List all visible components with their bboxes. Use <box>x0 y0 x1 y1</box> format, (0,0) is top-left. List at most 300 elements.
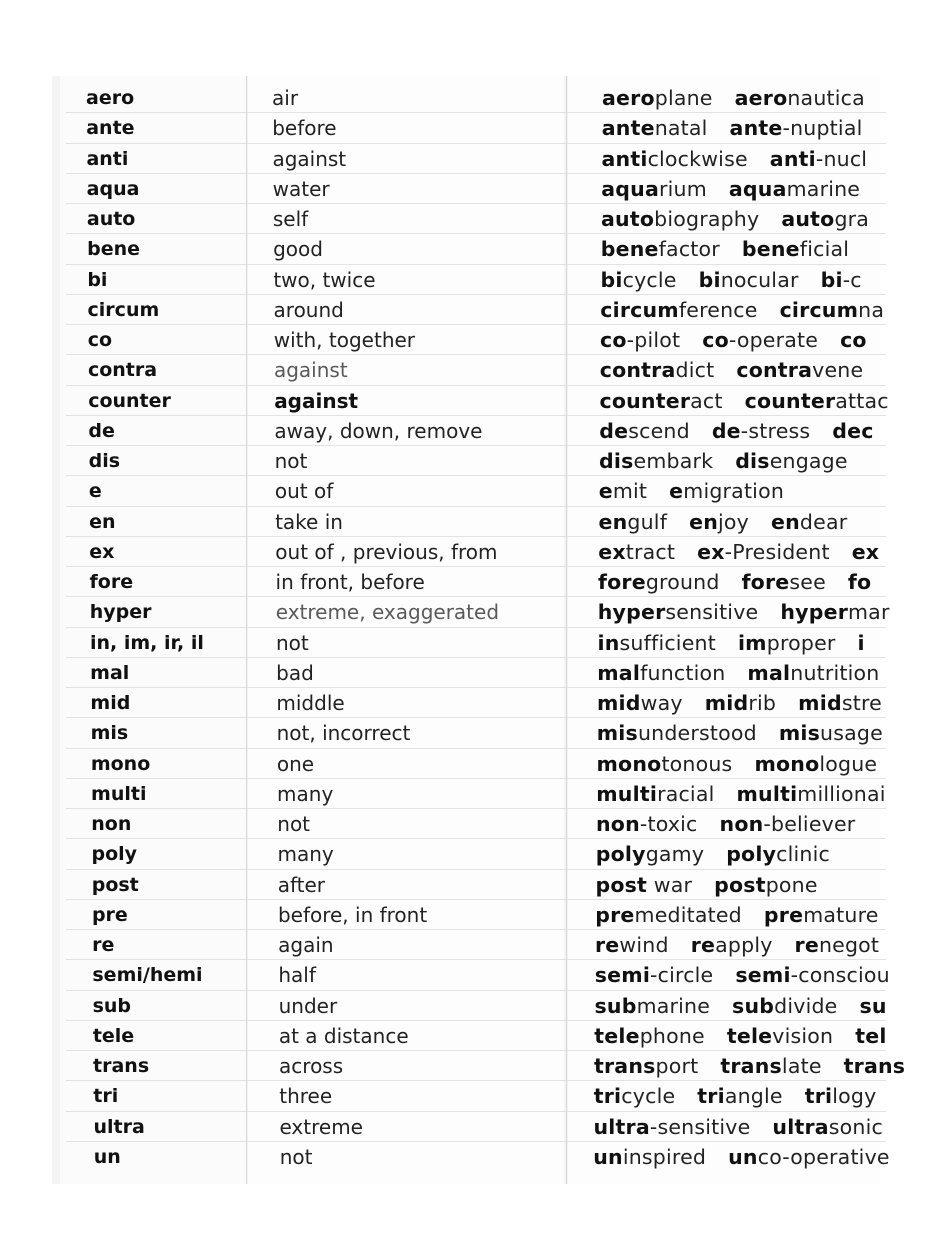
example-rest: nutrition <box>790 660 880 685</box>
example-word <box>594 1054 698 1078</box>
table-row <box>52 900 880 930</box>
example-word <box>596 812 698 836</box>
example-prefix: mid <box>704 691 749 715</box>
example-word <box>720 812 856 836</box>
meaning-cell: two, twice <box>273 267 376 292</box>
table-row <box>52 991 887 1021</box>
meaning-cell: extreme, exaggerated <box>275 600 500 625</box>
example-word <box>720 1054 821 1078</box>
prefix-cell: circum <box>87 298 160 321</box>
example-rest: attac <box>835 388 889 413</box>
example-rest: na <box>858 297 885 322</box>
examples-cell <box>601 204 891 234</box>
example-prefix: trans <box>843 1054 906 1078</box>
examples-cell <box>598 567 893 597</box>
row-divider <box>66 959 886 960</box>
row-divider <box>66 1020 886 1021</box>
prefix-cell: dis <box>88 450 121 472</box>
table-row <box>52 355 880 385</box>
example-prefix: semi <box>735 963 791 988</box>
example-prefix: contra <box>599 358 676 383</box>
example-rest: nautica <box>787 86 865 110</box>
example-word <box>600 328 680 352</box>
row-divider <box>66 233 886 234</box>
example-prefix: poly <box>595 842 646 867</box>
examples-cell <box>594 1081 899 1111</box>
example-word <box>597 752 733 776</box>
example-prefix: fore <box>741 570 790 594</box>
example-rest: dear <box>799 509 848 534</box>
examples-cell <box>600 386 911 416</box>
example-prefix: pre <box>763 902 804 927</box>
example-rest: gamy <box>645 842 705 867</box>
example-prefix: poly <box>726 842 777 867</box>
example-word <box>593 1145 706 1169</box>
row-divider <box>66 717 886 718</box>
example-word <box>738 631 836 655</box>
example-rest: -nuptial <box>782 116 863 141</box>
prefix-cell: un <box>93 1145 121 1168</box>
example-rest: sufficient <box>619 630 716 655</box>
example-rest: migration <box>683 479 785 504</box>
example-prefix: circum <box>600 297 679 322</box>
example-rest: mit <box>612 479 648 504</box>
example-prefix: mis <box>778 721 821 746</box>
example-word <box>595 903 742 927</box>
prefix-cell: counter <box>88 389 171 412</box>
example-prefix: post <box>595 872 648 897</box>
row-divider <box>66 899 886 900</box>
table-row <box>52 446 880 476</box>
example-word <box>779 721 883 745</box>
examples-cell <box>602 144 890 174</box>
example-rest: rium <box>659 176 707 201</box>
example-prefix: circum <box>779 297 859 322</box>
example-rest: -stress <box>740 418 811 443</box>
example-rest: gra <box>834 207 870 231</box>
example-word <box>735 449 848 473</box>
prefix-cell: poly <box>91 843 138 866</box>
example-word <box>691 933 773 957</box>
example-prefix: co <box>840 328 867 352</box>
row-divider <box>66 1050 886 1051</box>
table-row <box>52 234 880 264</box>
example-rest: pone <box>765 872 818 897</box>
example-prefix: trans <box>720 1054 782 1078</box>
example-word <box>736 782 885 806</box>
table-row <box>52 718 883 748</box>
example-rest: co-operative <box>757 1144 890 1169</box>
table-row <box>52 658 880 688</box>
example-prefix: e <box>669 479 684 504</box>
meaning-cell: bad <box>276 660 314 685</box>
example-rest: -operate <box>728 328 819 352</box>
row-divider <box>66 1080 886 1081</box>
example-word <box>771 510 847 534</box>
example-word <box>669 479 784 503</box>
meaning-cell: out of , previous, from <box>275 539 498 564</box>
row-divider <box>66 778 886 779</box>
table-row <box>52 295 885 325</box>
table-row <box>52 960 890 990</box>
examples-cell <box>594 1051 927 1081</box>
example-prefix: un <box>728 1144 758 1169</box>
example-rest: apply <box>715 933 773 957</box>
row-divider <box>66 143 886 144</box>
row-divider <box>66 929 886 930</box>
example-rest: inspired <box>622 1144 707 1169</box>
example-rest: engage <box>769 449 848 473</box>
example-prefix: su <box>859 993 887 1018</box>
examples-cell <box>601 174 882 204</box>
prefix-cell: semi/hemi <box>92 964 203 987</box>
table-row <box>52 628 880 658</box>
example-word <box>770 147 867 171</box>
example-word <box>714 873 818 897</box>
example-word <box>795 933 880 957</box>
example-word <box>598 570 720 594</box>
example-rest: wind <box>619 933 669 957</box>
example-word <box>754 752 877 776</box>
example-prefix: contra <box>736 358 813 383</box>
example-rest: -nucl <box>815 146 868 171</box>
table-row <box>52 386 889 416</box>
examples-cell <box>597 688 904 718</box>
example-prefix: non <box>719 812 764 836</box>
prefix-cell: bene <box>87 238 140 261</box>
table-row <box>52 597 890 627</box>
example-word <box>844 1054 906 1078</box>
example-word <box>599 479 647 503</box>
row-divider <box>66 687 886 688</box>
example-word <box>780 298 885 322</box>
examples-cell <box>597 749 900 779</box>
examples-cell <box>598 537 901 567</box>
example-word <box>712 419 810 443</box>
meaning-cell: across <box>279 1054 344 1078</box>
example-rest: scend <box>628 418 690 443</box>
example-rest: cycle <box>621 1084 676 1109</box>
examples-cell <box>596 779 907 809</box>
example-word <box>600 298 757 322</box>
example-prefix: mal <box>597 660 641 685</box>
example-prefix: re <box>595 933 620 957</box>
example-word <box>598 631 716 655</box>
example-word <box>597 721 757 745</box>
row-divider <box>66 294 886 295</box>
prefix-table <box>52 76 906 1184</box>
example-prefix: dec <box>832 418 874 443</box>
table-rows <box>52 76 906 1184</box>
example-prefix: hyper <box>780 600 849 625</box>
example-word <box>599 510 668 534</box>
example-word <box>832 419 873 443</box>
meaning-cell: before <box>272 116 337 141</box>
meaning-cell: against <box>272 146 347 171</box>
example-word <box>599 419 690 443</box>
prefix-cell: mal <box>90 661 130 684</box>
meaning-cell: at a distance <box>278 1023 409 1048</box>
table-row <box>52 265 880 295</box>
example-word <box>745 389 889 413</box>
row-divider <box>66 324 886 325</box>
row-divider <box>66 566 886 567</box>
example-prefix: anti <box>601 146 648 171</box>
prefix-cell: fore <box>89 571 134 593</box>
example-prefix: re <box>690 933 716 957</box>
row-divider <box>66 808 886 809</box>
prefix-cell: aqua <box>86 177 140 200</box>
example-word <box>702 328 818 352</box>
row-divider <box>66 173 886 174</box>
example-rest: see <box>789 570 826 594</box>
example-rest: millionai <box>797 781 886 806</box>
example-prefix: co <box>702 328 729 352</box>
example-prefix: fore <box>598 570 646 594</box>
example-prefix: de <box>711 418 741 443</box>
prefix-cell: aero <box>86 87 135 109</box>
prefix-cell: contra <box>87 359 158 382</box>
example-prefix: aero <box>734 86 788 110</box>
meaning-cell: in front, before <box>275 570 425 594</box>
example-word <box>764 903 879 927</box>
example-word <box>596 873 693 897</box>
example-rest: war <box>647 872 693 897</box>
example-prefix: en <box>598 509 628 534</box>
example-word <box>597 661 725 685</box>
example-word <box>732 994 837 1018</box>
example-rest: rib <box>748 691 777 715</box>
example-word <box>858 631 865 655</box>
example-prefix: tri <box>697 1084 725 1109</box>
example-rest: racial <box>657 781 715 806</box>
example-prefix: multi <box>596 781 658 806</box>
row-divider <box>66 264 886 265</box>
example-word <box>840 328 867 352</box>
example-prefix: bi <box>698 267 721 292</box>
example-prefix: trans <box>594 1054 656 1078</box>
meaning-cell: against <box>274 388 359 413</box>
example-word <box>596 842 704 866</box>
table-row <box>52 113 880 143</box>
table-row <box>52 1112 883 1142</box>
example-word <box>735 86 865 110</box>
row-divider <box>66 415 886 416</box>
example-rest: meditated <box>634 902 742 927</box>
meaning-cell: after <box>277 872 326 897</box>
example-rest: way <box>640 691 683 715</box>
examples-cell <box>595 930 901 960</box>
example-prefix: i <box>857 630 865 655</box>
table-row <box>52 930 880 960</box>
example-rest: port <box>655 1054 699 1078</box>
example-word <box>602 147 748 171</box>
example-rest: tonous <box>661 751 733 776</box>
example-word <box>595 994 711 1018</box>
prefix-cell: auto <box>86 208 136 230</box>
example-prefix: ultra <box>772 1114 829 1139</box>
example-rest: negot <box>818 933 880 957</box>
examples-cell <box>596 809 877 839</box>
example-prefix: bene <box>600 237 659 262</box>
examples-cell <box>599 507 870 537</box>
example-prefix: mid <box>597 691 641 715</box>
example-prefix: mono <box>754 751 820 776</box>
row-divider <box>66 536 886 537</box>
meaning-cell: before, in front <box>277 902 428 927</box>
examples-cell <box>597 718 905 748</box>
prefix-cell: mono <box>90 752 151 775</box>
prefix-cell: sub <box>92 994 132 1017</box>
example-rest: act <box>690 388 723 413</box>
table-row <box>52 537 880 567</box>
example-prefix: ex <box>598 539 626 564</box>
example-rest: -consciou <box>790 963 890 988</box>
example-word <box>689 510 749 534</box>
example-rest: sonic <box>828 1114 883 1139</box>
examples-cell <box>599 476 806 506</box>
examples-cell <box>600 325 889 355</box>
example-word <box>599 449 713 473</box>
example-word <box>594 1084 676 1108</box>
example-prefix: sub <box>732 993 775 1018</box>
meaning-cell: not <box>279 1144 313 1169</box>
meaning-cell: not, incorrect <box>276 721 411 746</box>
example-rest: biography <box>654 207 760 231</box>
example-word <box>597 691 683 715</box>
example-word <box>805 1084 877 1108</box>
example-rest: mar <box>848 600 890 625</box>
example-word <box>730 116 863 140</box>
example-rest: vision <box>772 1023 834 1048</box>
row-divider <box>66 506 886 507</box>
meaning-cell: good <box>273 237 323 262</box>
example-rest: ference <box>678 297 758 322</box>
example-word <box>601 237 720 261</box>
prefix-cell: bi <box>87 268 108 291</box>
prefix-cell: en <box>89 510 116 533</box>
meaning-cell: half <box>278 963 316 988</box>
table-row <box>52 1021 887 1051</box>
example-prefix: tri <box>804 1084 833 1109</box>
prefix-cell: pre <box>91 903 128 926</box>
table-row <box>52 809 880 839</box>
example-prefix: ex <box>851 539 880 564</box>
meaning-cell: air <box>272 86 299 110</box>
examples-cell <box>597 658 901 688</box>
meaning-cell: three <box>279 1084 333 1109</box>
example-rest: -President <box>724 539 830 564</box>
example-word <box>855 1024 886 1048</box>
meaning-cell: water <box>272 176 330 201</box>
example-prefix: mono <box>596 751 662 776</box>
example-rest: proper <box>766 630 836 655</box>
example-word <box>697 1084 782 1108</box>
example-prefix: e <box>598 479 613 504</box>
example-prefix: auto <box>781 207 835 231</box>
example-prefix: en <box>689 509 719 534</box>
meaning-cell: middle <box>276 691 345 715</box>
example-word <box>781 207 869 231</box>
example-rest: sensitive <box>665 600 759 625</box>
prefix-cell: co <box>87 329 113 351</box>
example-rest: dict <box>675 358 715 383</box>
example-rest: clockwise <box>647 146 748 171</box>
example-rest: natal <box>654 116 708 141</box>
prefix-cell: ante <box>86 117 135 140</box>
meaning-cell: not <box>274 449 308 473</box>
example-prefix: dis <box>735 449 770 473</box>
examples-cell <box>598 628 887 658</box>
example-rest: usage <box>820 721 883 746</box>
example-word <box>729 177 860 201</box>
example-prefix: post <box>714 872 766 897</box>
row-divider <box>66 748 886 749</box>
examples-cell <box>595 900 900 930</box>
example-word <box>600 389 723 413</box>
examples-cell <box>595 991 909 1021</box>
meaning-cell: away, down, remove <box>274 418 483 443</box>
table-row <box>52 839 880 869</box>
prefix-cell: hyper <box>89 601 152 624</box>
example-rest: stre <box>841 691 882 715</box>
example-prefix: dis <box>599 449 634 473</box>
example-rest: understood <box>637 721 757 746</box>
example-prefix: ultra <box>593 1114 650 1139</box>
example-prefix: aero <box>602 86 655 110</box>
example-prefix: co <box>600 328 627 352</box>
example-prefix: tri <box>593 1084 622 1109</box>
example-prefix: counter <box>744 388 836 413</box>
example-rest: vene <box>812 358 864 383</box>
example-rest: tract <box>625 539 676 564</box>
example-prefix: bi <box>600 267 623 292</box>
row-divider <box>66 385 886 386</box>
table-row <box>52 1081 880 1111</box>
example-rest: nocular <box>720 267 799 292</box>
example-word <box>780 600 889 624</box>
example-word <box>735 963 889 987</box>
example-rest: late <box>781 1054 822 1078</box>
example-prefix: non <box>596 812 640 836</box>
example-prefix: counter <box>599 388 691 413</box>
row-divider <box>66 627 886 628</box>
example-rest: marine <box>786 176 861 201</box>
example-word <box>726 842 830 866</box>
examples-cell <box>595 960 912 990</box>
row-divider <box>66 1141 886 1142</box>
example-word <box>602 86 713 110</box>
row-divider <box>66 354 886 355</box>
examples-cell <box>593 1142 911 1172</box>
meaning-cell: around <box>273 297 344 322</box>
prefix-cell: de <box>88 419 115 442</box>
example-word <box>595 933 669 957</box>
example-word <box>742 237 849 261</box>
example-prefix: bi <box>820 267 843 292</box>
prefix-cell: non <box>91 813 132 835</box>
row-divider <box>66 869 886 870</box>
prefix-cell: multi <box>91 782 147 805</box>
prefix-cell: ultra <box>93 1115 145 1138</box>
example-prefix: multi <box>736 781 798 806</box>
example-rest: logue <box>819 751 878 776</box>
example-prefix: aqua <box>601 176 659 201</box>
example-rest: clinic <box>776 842 830 867</box>
meaning-cell: with, together <box>273 328 416 352</box>
example-prefix: tele <box>726 1023 773 1048</box>
example-word <box>601 177 707 201</box>
